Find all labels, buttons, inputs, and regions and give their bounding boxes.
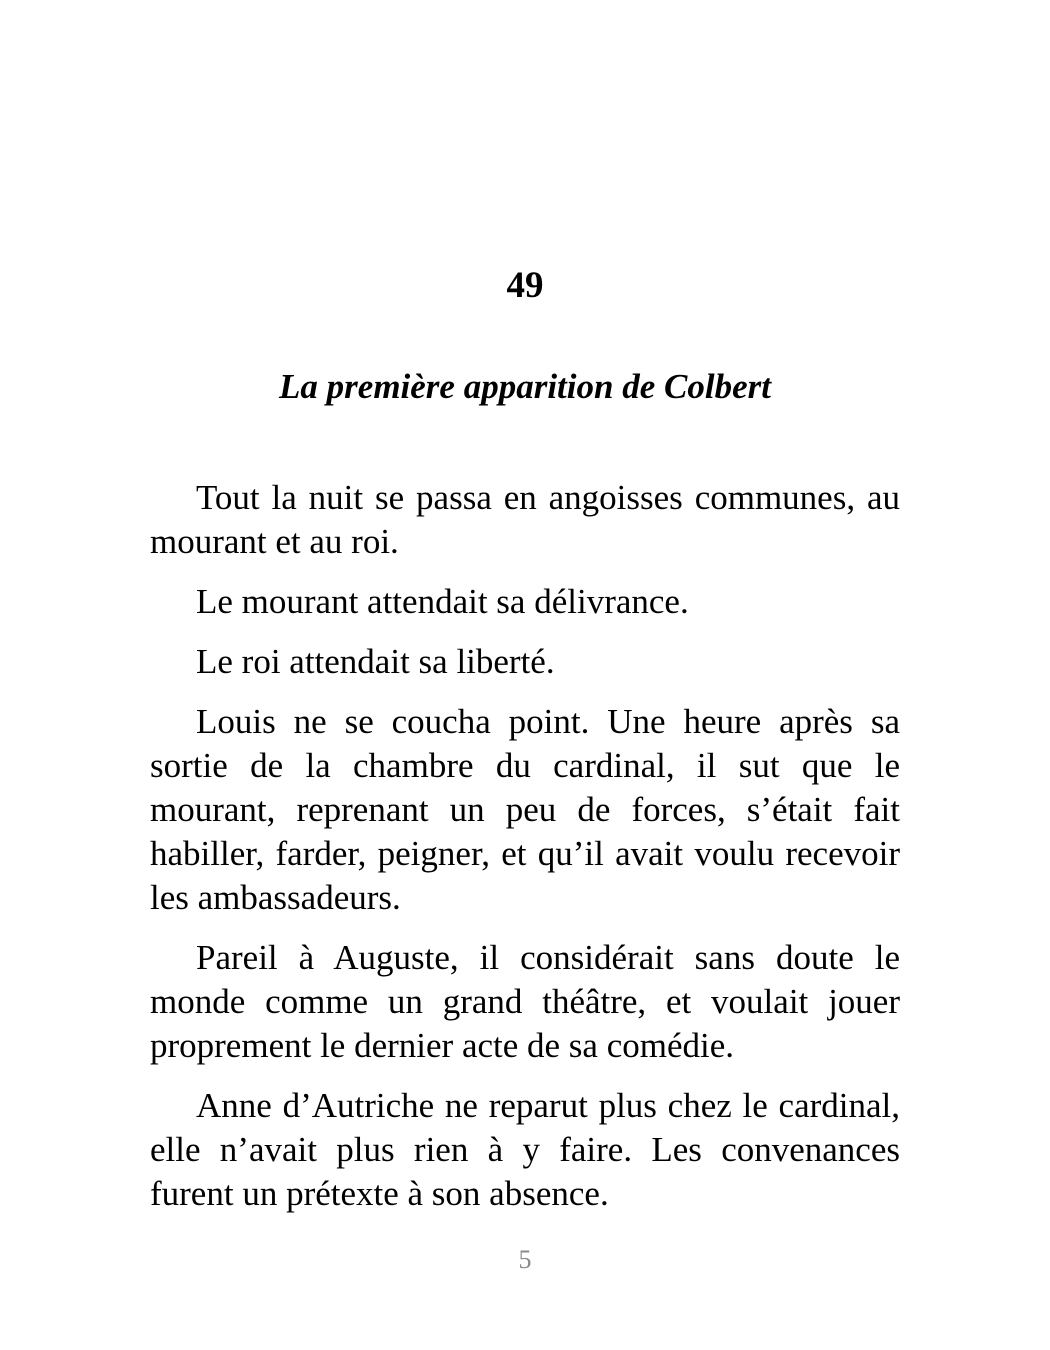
paragraph: Anne d’Autriche ne reparut plus chez le cardinal, elle n’avait plus rien à y faire. Les convenances furent un prétexte à son absence. [150, 1086, 900, 1213]
paragraph: Louis ne se coucha point. Une heure après sa sortie de la chambre du cardinal, il sut que le mourant, reprenant un peu de forces, s’était fait habiller, farder, peigner, et qu’il avait voulu recevoir les ambassadeurs. [150, 702, 900, 917]
page-number: 5 [518, 1245, 532, 1274]
paragraph: Le roi attendait sa liberté. [196, 642, 555, 681]
chapter-number: 49 [506, 265, 544, 306]
paragraph: Tout la nuit se passa en angoisses communes, au mourant et au roi. [150, 478, 900, 561]
paragraph: Pareil à Auguste, il considérait sans doute le monde comme un grand théâtre, et voulait jouer proprement le dernier acte de sa comédie. [150, 938, 900, 1065]
paragraph: Le mourant attendait sa délivrance. [196, 582, 689, 621]
chapter-title: La première apparition de Colbert [279, 367, 771, 406]
chapter-body [150, 476, 900, 1232]
